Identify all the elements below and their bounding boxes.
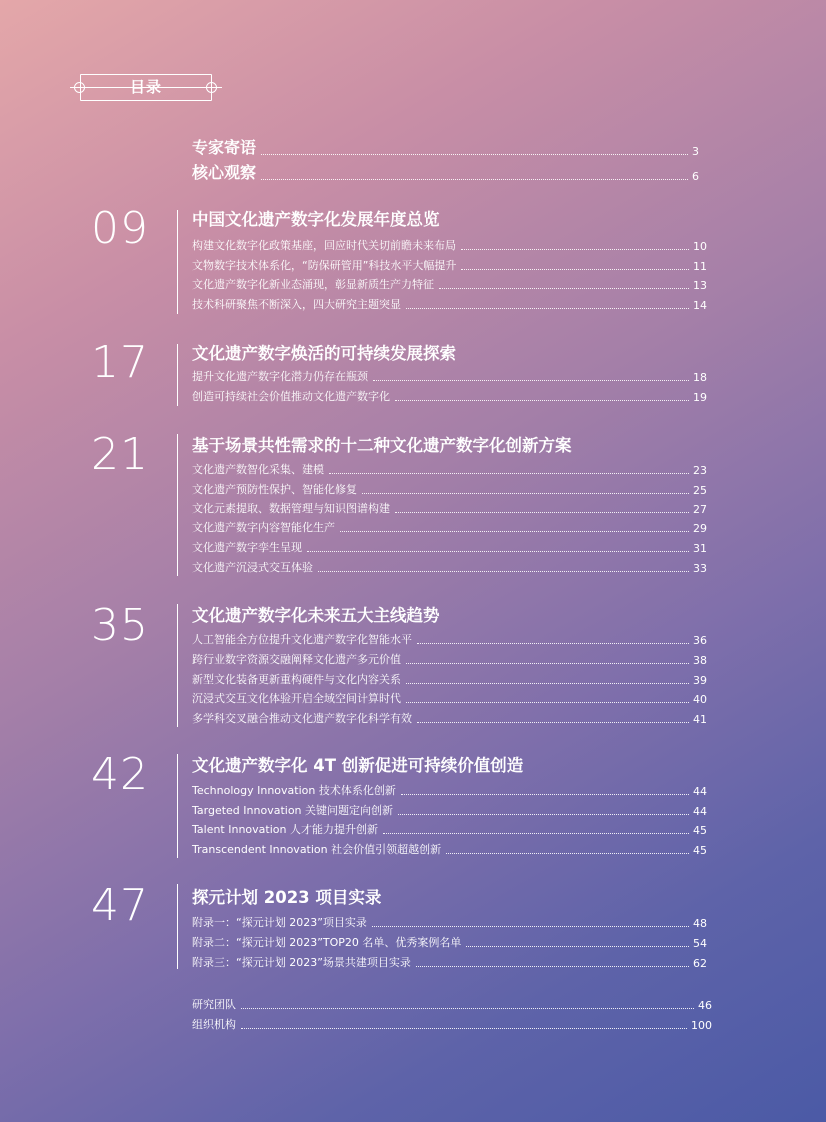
toc-item-page: 54	[693, 937, 707, 950]
section-number: 47	[91, 880, 149, 931]
toc-item-label: 文物数字技术体系化，“防保研管用”科技水平大幅提升	[192, 259, 457, 272]
dot-leader	[395, 399, 689, 401]
toc-item[interactable]	[192, 914, 707, 930]
dot-leader	[307, 550, 689, 552]
toc-item-label: Technology Innovation 技术体系化创新	[192, 784, 396, 797]
section-divider	[177, 344, 178, 406]
toc-item-page: 41	[693, 713, 707, 726]
toc-item-label: Transcendent Innovation 社会价值引领超越创新	[192, 843, 442, 856]
toc-item-label: 创造可持续社会价值推动文化遗产数字化	[192, 390, 390, 403]
dot-leader	[401, 793, 689, 795]
toc-item-page: 100	[691, 1019, 712, 1032]
toc-item-page: 45	[693, 824, 707, 837]
toc-item-label: 附录三：“探元计划 2023”场景共建项目实录	[192, 956, 411, 969]
section-number: 42	[91, 749, 149, 800]
toc-item-page: 46	[698, 999, 712, 1012]
toc-entry-core-observations[interactable]	[192, 161, 699, 183]
toc-item-page: 36	[693, 634, 707, 647]
section-divider	[177, 604, 178, 727]
toc-item[interactable]	[192, 461, 707, 477]
toc-item[interactable]	[192, 500, 707, 516]
section-title[interactable]: 文化遗产数字焕活的可持续发展探索	[192, 344, 456, 363]
toc-item-label: 文化遗产数字内容智能化生产	[192, 521, 335, 534]
toc-item-label: 人工智能全方位提升文化遗产数字化智能水平	[192, 633, 412, 646]
toc-entry-label: 专家寄语	[192, 138, 257, 157]
toc-entry-page: 3	[692, 145, 699, 158]
toc-item-label: 文化遗产预防性保护、智能化修复	[192, 483, 357, 496]
dot-leader	[439, 287, 689, 289]
toc-item-page: 25	[693, 484, 707, 497]
dot-leader	[241, 1027, 687, 1029]
toc-item[interactable]	[192, 802, 707, 818]
toc-item-label: 技术科研聚焦不断深入，四大研究主题突显	[192, 298, 401, 311]
section-divider	[177, 210, 178, 314]
toc-entry-page: 6	[692, 170, 699, 183]
toc-item[interactable]	[192, 710, 707, 726]
section-divider	[177, 754, 178, 858]
toc-item[interactable]	[192, 782, 707, 798]
dot-leader	[416, 965, 689, 967]
toc-item-label: 附录一：“探元计划 2023”项目实录	[192, 916, 367, 929]
toc-item[interactable]	[192, 276, 707, 292]
toc-item-page: 10	[693, 240, 707, 253]
toc-item-label: 附录二：“探元计划 2023”TOP20 名单、优秀案例名单	[192, 936, 462, 949]
toc-item-page: 19	[693, 391, 707, 404]
toc-item[interactable]	[192, 631, 707, 647]
toc-item-page: 33	[693, 562, 707, 575]
toc-item[interactable]	[192, 519, 707, 535]
dot-leader	[372, 925, 689, 927]
toc-item-page: 39	[693, 674, 707, 687]
dot-leader	[398, 813, 689, 815]
dot-leader	[406, 307, 689, 309]
dot-leader	[318, 570, 689, 572]
toc-entry-research-team[interactable]	[192, 996, 712, 1012]
toc-item[interactable]	[192, 954, 707, 970]
toc-item-page: 44	[693, 805, 707, 818]
toc-item-label: 文化遗产沉浸式交互体验	[192, 561, 313, 574]
toc-item[interactable]	[192, 257, 707, 273]
dot-leader	[461, 248, 689, 250]
toc-item-label: 研究团队	[192, 998, 236, 1011]
toc-item-label: 跨行业数字资源交融阐释文化遗产多元价值	[192, 653, 401, 666]
toc-item-page: 23	[693, 464, 707, 477]
dot-leader	[406, 662, 689, 664]
toc-item[interactable]	[192, 821, 707, 837]
toc-item-page: 14	[693, 299, 707, 312]
section-divider	[177, 884, 178, 969]
toc-item-page: 11	[693, 260, 707, 273]
toc-item-page: 48	[693, 917, 707, 930]
toc-item-page: 13	[693, 279, 707, 292]
toc-item-page: 27	[693, 503, 707, 516]
dot-leader	[340, 530, 689, 532]
dot-leader	[446, 852, 689, 854]
dot-leader	[461, 268, 689, 270]
section-title[interactable]: 文化遗产数字化 4T 创新促进可持续价值创造	[192, 756, 524, 775]
section-title[interactable]: 文化遗产数字化未来五大主线趋势	[192, 606, 440, 625]
toc-item-label: 新型文化装备更新重构硬件与文化内容关系	[192, 673, 401, 686]
toc-item-label: 文化元素提取、数据管理与知识图谱构建	[192, 502, 390, 515]
toc-item-page: 45	[693, 844, 707, 857]
dot-leader	[466, 945, 689, 947]
toc-entry-organization[interactable]	[192, 1016, 712, 1032]
header-ornament-right	[206, 82, 217, 93]
section-divider	[177, 434, 178, 576]
toc-item[interactable]	[192, 671, 707, 687]
toc-entry-label: 核心观察	[192, 163, 257, 182]
toc-item[interactable]	[192, 237, 707, 253]
toc-item[interactable]	[192, 559, 707, 575]
section-number: 09	[91, 203, 149, 254]
toc-item-label: 文化遗产数字化新业态涌现，彰显新质生产力特征	[192, 278, 434, 291]
dot-leader	[406, 701, 689, 703]
toc-header	[70, 74, 222, 101]
dot-leader	[417, 642, 689, 644]
toc-item-page: 18	[693, 371, 707, 384]
section-title[interactable]: 中国文化遗产数字化发展年度总览	[192, 210, 440, 229]
section-title[interactable]: 探元计划 2023 项目实录	[192, 888, 382, 907]
section-title[interactable]: 基于场景共性需求的十二种文化遗产数字化创新方案	[192, 436, 572, 455]
toc-item-page: 62	[693, 957, 707, 970]
toc-item-page: 31	[693, 542, 707, 555]
dot-leader	[261, 178, 688, 180]
dot-leader	[383, 832, 689, 834]
toc-title: 目录	[129, 78, 162, 96]
toc-item[interactable]	[192, 934, 707, 950]
section-number: 21	[91, 429, 149, 480]
toc-item-label: Targeted Innovation 关键问题定向创新	[192, 804, 394, 817]
toc-item-label: 沉浸式交互文化体验开启全域空间计算时代	[192, 692, 401, 705]
dot-leader	[241, 1007, 694, 1009]
toc-item-page: 40	[693, 693, 707, 706]
dot-leader	[373, 379, 689, 381]
toc-item-page: 38	[693, 654, 707, 667]
toc-item-label: 文化遗产数字孪生呈现	[192, 541, 302, 554]
toc-item-label: 多学科交叉融合推动文化遗产数字化科学有效	[192, 712, 412, 725]
toc-item[interactable]	[192, 296, 707, 312]
dot-leader	[362, 492, 689, 494]
toc-item-label: 文化遗产数智化采集、建模	[192, 463, 324, 476]
section-number: 35	[91, 600, 149, 651]
dot-leader	[395, 511, 689, 513]
toc-item-page: 44	[693, 785, 707, 798]
toc-item[interactable]	[192, 690, 707, 706]
dot-leader	[261, 153, 688, 155]
toc-entry-expert-message[interactable]	[192, 136, 699, 158]
dot-leader	[406, 682, 689, 684]
dot-leader	[417, 721, 689, 723]
toc-item[interactable]	[192, 539, 707, 555]
header-ornament-left	[74, 82, 85, 93]
toc-item[interactable]	[192, 841, 707, 857]
toc-item-label: 构建文化数字化政策基座，回应时代关切前瞻未来布局	[192, 239, 456, 252]
toc-item[interactable]	[192, 388, 707, 404]
toc-item-label: Talent Innovation 人才能力提升创新	[192, 823, 378, 836]
toc-item[interactable]	[192, 368, 707, 384]
section-number: 17	[91, 337, 149, 388]
toc-item[interactable]	[192, 651, 707, 667]
dot-leader	[329, 472, 689, 474]
toc-item-label: 提升文化遗产数字化潜力仍存在瓶颈	[192, 370, 368, 383]
toc-item[interactable]	[192, 481, 707, 497]
toc-item-label: 组织机构	[192, 1018, 236, 1031]
toc-item-page: 29	[693, 522, 707, 535]
